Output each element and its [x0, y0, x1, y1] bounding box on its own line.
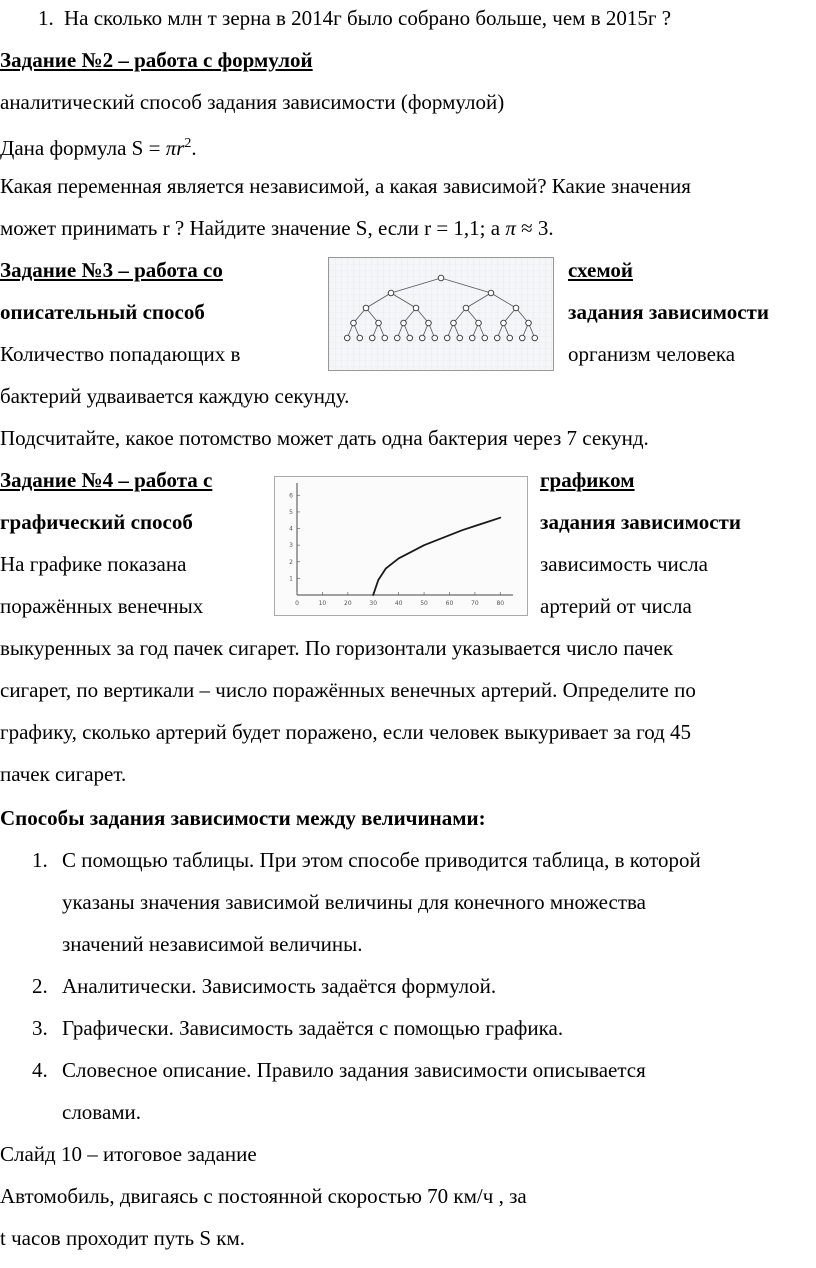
- method-3-line1: Графически. Зависимость задаётся с помощью графика.: [62, 1016, 564, 1040]
- formula-pi: πr: [165, 136, 185, 160]
- method-1-number: 1.: [32, 848, 48, 872]
- tree-node: [519, 335, 525, 341]
- task4-sub-right: задания зависимости: [540, 510, 741, 534]
- chart-svg: [275, 477, 527, 615]
- tree-node: [363, 305, 369, 311]
- tree-node: [413, 305, 419, 311]
- x-tick-label: 20: [344, 600, 352, 607]
- tree-node: [482, 335, 488, 341]
- x-tick-label: 10: [318, 600, 327, 607]
- methods-heading: Способы задания зависимости между величинами:: [0, 806, 486, 830]
- tree-node: [451, 320, 457, 326]
- x-tick-label: 0: [295, 600, 299, 607]
- tree-node: [382, 335, 388, 341]
- tree-svg: [329, 258, 553, 370]
- method-4-line2: словами.: [62, 1100, 142, 1124]
- x-tick-label: 50: [420, 600, 428, 607]
- method-1-line3: значений независимой величины.: [62, 932, 363, 956]
- task4-line3: выкуренных за год пачек сигарет. По горизонтали указывается число пачек: [0, 636, 674, 660]
- task2-line4-part2: ≈ 3.: [515, 216, 554, 240]
- tree-node: [401, 320, 407, 326]
- task4-heading-right: графиком: [540, 468, 635, 492]
- tree-node: [344, 335, 350, 341]
- method-2-number: 2.: [32, 974, 48, 998]
- slide10-title: Слайд 10 – итоговое задание: [0, 1142, 257, 1166]
- tree-node: [426, 320, 432, 326]
- task2-line1: аналитический способ задания зависимости (формулой): [0, 90, 505, 114]
- task2-formula: [0, 130, 197, 162]
- task2-heading: Задание №2 – работа с формулой: [0, 48, 313, 72]
- tree-node: [507, 335, 513, 341]
- slide10-line1: Автомобиль, двигаясь с постоянной скоростью 70 км/ч , за: [0, 1184, 527, 1208]
- tree-node: [357, 335, 363, 341]
- method-4-line1: Словесное описание. Правило задания зависимости описывается: [62, 1058, 646, 1082]
- y-tick-label: 2: [289, 558, 293, 566]
- tree-node: [532, 335, 538, 341]
- tree-node: [488, 290, 494, 296]
- y-tick-label: 3: [289, 542, 293, 550]
- tree-node: [457, 335, 463, 341]
- tree-node: [369, 335, 375, 341]
- tree-node: [432, 335, 438, 341]
- method-3-number: 3.: [32, 1016, 48, 1040]
- tree-node: [494, 335, 500, 341]
- method-4-number: 4.: [32, 1058, 48, 1082]
- formula-eq: =: [143, 136, 166, 160]
- task2-line3: Какая переменная является независимой, а какая зависимой? Какие значения: [0, 174, 691, 198]
- task3-sub-left: описательный способ: [0, 300, 205, 324]
- arteries-chart: [274, 476, 528, 616]
- task3-heading-right: схемой: [568, 258, 633, 282]
- task3-line1-right: организм человека: [568, 342, 736, 366]
- bacteria-tree-diagram: [328, 257, 554, 371]
- method-2-line1: Аналитически. Зависимость задаётся формулой.: [62, 974, 497, 998]
- task4-line4: сигарет, по вертикали – число поражённых венечных артерий. Определите по: [0, 678, 696, 702]
- tree-node: [513, 305, 519, 311]
- y-tick-label: 6: [289, 492, 293, 500]
- tree-node: [351, 320, 357, 326]
- task2-line4-pi: π: [505, 216, 516, 240]
- y-tick-label: 1: [289, 575, 293, 583]
- x-tick-label: 70: [471, 600, 479, 607]
- task2-line4-part1: может принимать r ? Найдите значение S, если r = 1,1; а: [0, 216, 506, 240]
- task4-sub-left: графический способ: [0, 510, 193, 534]
- task4-line1-left: На графике показана: [0, 552, 187, 576]
- tree-node: [388, 290, 394, 296]
- task4-line1-right: зависимость числа: [540, 552, 708, 576]
- tree-node: [419, 335, 425, 341]
- task2-line4: [0, 214, 554, 242]
- task4-line5: графику, сколько артерий будет поражено, если человек выкуривает за год 45: [0, 720, 692, 744]
- task3-line3: Подсчитайте, какое потомство может дать одна бактерия через 7 секунд.: [0, 426, 649, 450]
- formula-prefix: Дана формула S: [0, 136, 144, 160]
- tree-node: [444, 335, 450, 341]
- x-tick-label: 80: [496, 600, 505, 607]
- task3-sub-right: задания зависимости: [568, 300, 769, 324]
- task3-line1-left: Количество попадающих в: [0, 342, 241, 366]
- method-1-line1: С помощью таблицы. При этом способе приводится таблица, в которой: [62, 848, 701, 872]
- tree-node: [463, 305, 469, 311]
- formula-dot: .: [191, 136, 197, 160]
- x-tick-label: 40: [394, 600, 403, 607]
- tree-node: [469, 335, 475, 341]
- slide10-line2: t часов проходит путь S км.: [0, 1226, 246, 1250]
- y-tick-label: 4: [289, 525, 293, 533]
- tree-node: [438, 275, 444, 281]
- y-tick-label: 5: [289, 508, 293, 516]
- tree-node: [407, 335, 413, 341]
- task3-line2: бактерий удваивается каждую секунду.: [0, 384, 350, 408]
- x-tick-label: 30: [369, 600, 378, 607]
- task3-heading-left: Задание №3 – работа со: [0, 258, 223, 282]
- q1-number: 1.: [38, 6, 54, 30]
- task4-line2-left: поражённых венечных: [0, 594, 204, 618]
- formula-exp: 2: [184, 136, 192, 151]
- task4-line6: пачек сигарет.: [0, 762, 127, 786]
- tree-node: [394, 335, 400, 341]
- tree-node: [526, 320, 532, 326]
- tree-node: [376, 320, 382, 326]
- q1-text: На сколько млн т зерна в 2014г было собрано больше, чем в 2015г ?: [64, 6, 672, 30]
- task4-heading-left: Задание №4 – работа с: [0, 468, 213, 492]
- tree-node: [501, 320, 507, 326]
- method-1-line2: указаны значения зависимой величины для конечного множества: [62, 890, 646, 914]
- task4-line2-right: артерий от числа: [540, 594, 692, 618]
- tree-node: [476, 320, 482, 326]
- x-tick-label: 60: [445, 600, 454, 607]
